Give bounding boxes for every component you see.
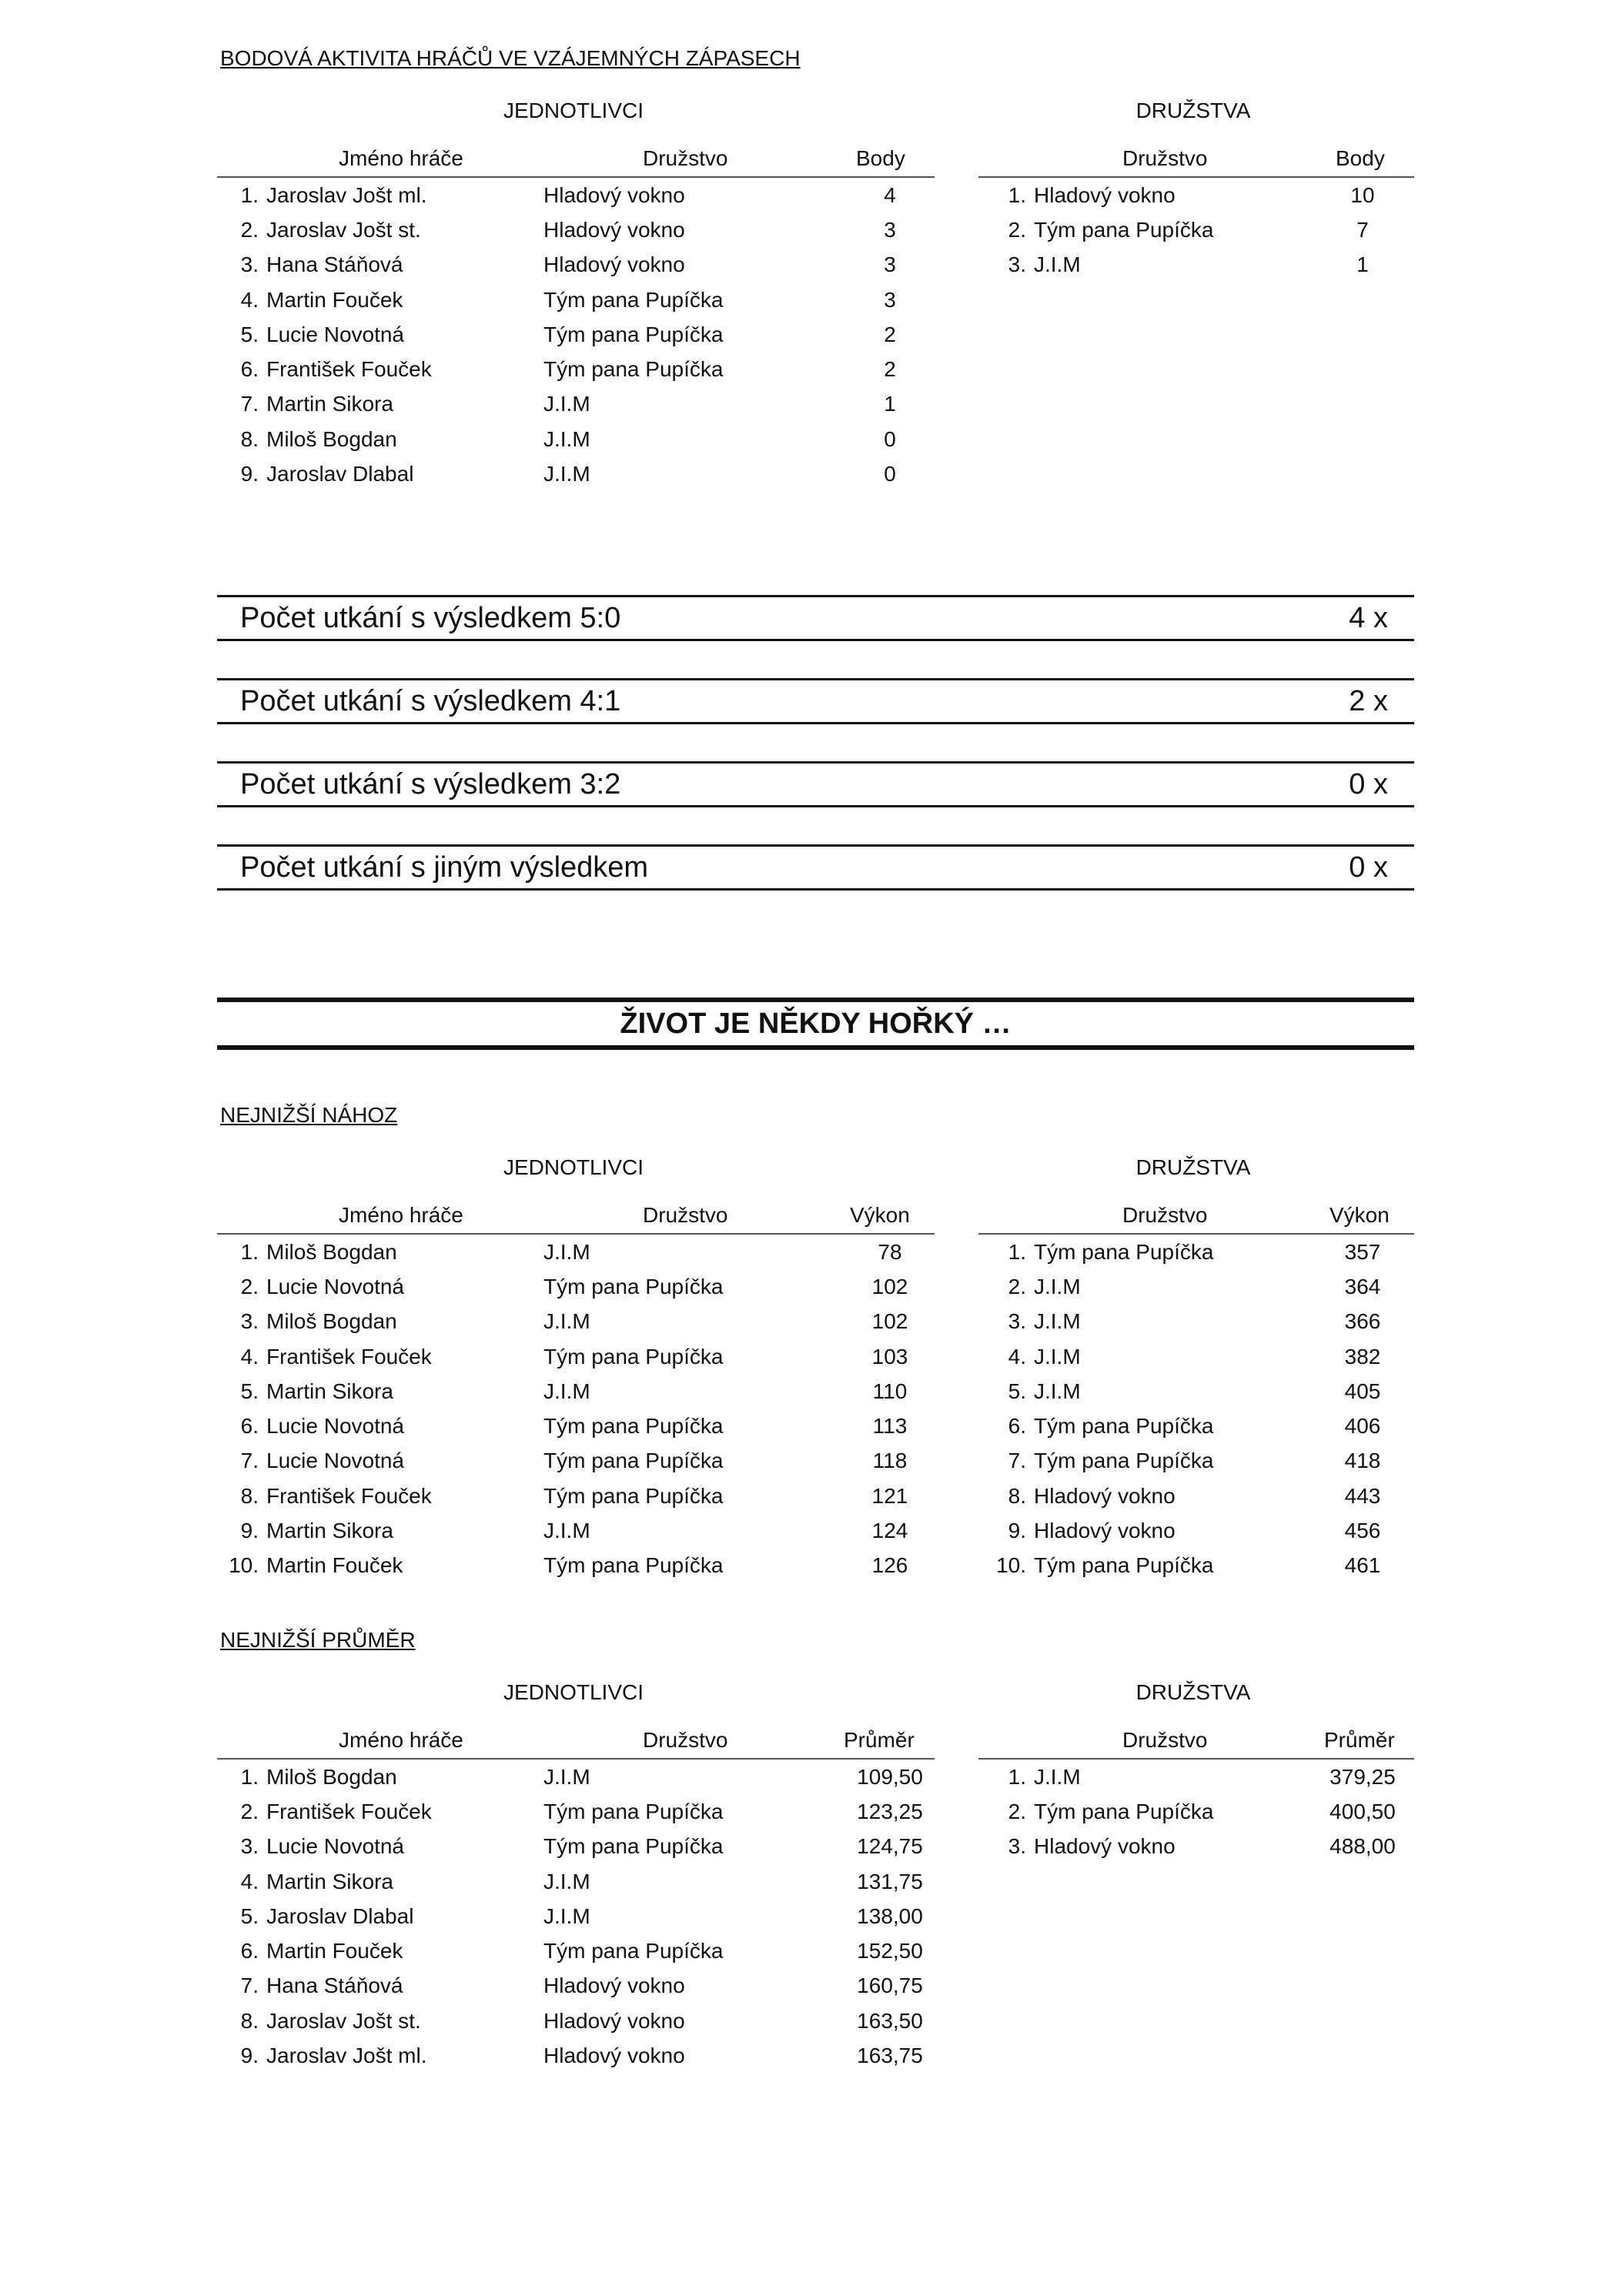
team-cell: J.I.M — [543, 1869, 590, 1893]
rank-cell: 7. — [1008, 1449, 1026, 1473]
table-row — [217, 1969, 936, 2004]
section-title: NEJNIŽŠÍ NÁHOZ — [220, 1103, 398, 1127]
table-row — [217, 352, 936, 386]
rank-cell: 2. — [1008, 1799, 1026, 1823]
col-header-name: Jméno hráče — [339, 1728, 463, 1752]
table-row — [217, 1760, 936, 1794]
player-name-cell: Martin Sikora — [266, 1379, 393, 1403]
result-row — [217, 678, 1414, 724]
individuals-label: JEDNOTLIVCI — [503, 1155, 644, 1179]
value-cell: 123,25 — [857, 1799, 923, 1823]
result-label: Počet utkání s výsledkem 3:2 — [240, 767, 621, 800]
table-row — [978, 248, 1405, 282]
team-cell: Tým pana Pupíčka — [543, 1414, 724, 1439]
rank-cell: 1. — [240, 1764, 259, 1789]
value-cell: 2 — [884, 322, 896, 346]
rank-cell: 2. — [1008, 217, 1026, 242]
rank-cell: 2. — [1008, 1274, 1026, 1298]
individuals-table — [217, 178, 936, 492]
value-cell: 366 — [1344, 1309, 1381, 1334]
rank-cell: 8. — [240, 426, 259, 451]
team-cell: Tým pana Pupíčka — [543, 1274, 724, 1298]
col-header-value: Výkon — [850, 1203, 910, 1227]
team-cell: J.I.M — [1034, 1274, 1081, 1298]
player-name-cell: Jaroslav Jošt st. — [266, 217, 421, 242]
col-header-team: Družstvo — [643, 1728, 728, 1752]
team-cell: Tým pana Pupíčka — [543, 1834, 724, 1859]
value-cell: 4 — [884, 182, 896, 207]
individuals-table — [217, 1760, 936, 2074]
table-row — [217, 1305, 936, 1339]
player-name-cell: Martin Fouček — [266, 287, 403, 312]
rank-cell: 10. — [996, 1553, 1026, 1578]
col-header-name: Jméno hráče — [339, 146, 463, 170]
result-label: Počet utkání s výsledkem 4:1 — [240, 684, 621, 717]
team-cell: J.I.M — [543, 1239, 590, 1264]
team-cell: J.I.M — [1034, 1344, 1081, 1369]
team-cell: Tým pana Pupíčka — [543, 1799, 724, 1823]
value-cell: 1 — [884, 392, 896, 416]
rank-cell: 4. — [240, 1869, 259, 1893]
rank-cell: 9. — [240, 2044, 259, 2068]
table-row — [217, 317, 936, 352]
value-cell: 102 — [871, 1309, 908, 1334]
rank-cell: 3. — [240, 252, 259, 277]
table-row — [217, 1864, 936, 1899]
value-cell: 2 — [884, 357, 896, 382]
team-col-header-team: Družstvo — [1122, 146, 1208, 170]
teams-table — [978, 178, 1405, 282]
table-row — [217, 1235, 936, 1269]
table-row — [978, 1444, 1405, 1479]
value-cell: 124,75 — [857, 1834, 923, 1859]
col-header-team: Družstvo — [643, 146, 728, 170]
player-name-cell: Miloš Bogdan — [266, 426, 397, 451]
rank-cell: 3. — [1008, 1834, 1026, 1859]
teams-label: DRUŽSTVA — [1135, 1155, 1251, 1179]
value-cell: 103 — [871, 1344, 908, 1369]
player-name-cell: František Fouček — [266, 1799, 432, 1823]
team-cell: Tým pana Pupíčka — [1034, 217, 1214, 242]
team-col-header-value: Výkon — [1329, 1203, 1390, 1227]
team-cell: J.I.M — [1034, 1309, 1081, 1334]
value-cell: 1 — [1356, 252, 1369, 277]
team-cell: Tým pana Pupíčka — [1034, 1449, 1214, 1473]
value-cell: 152,50 — [857, 1939, 923, 1963]
table-row — [978, 178, 1405, 212]
value-cell: 456 — [1344, 1519, 1381, 1543]
value-cell: 379,25 — [1329, 1764, 1396, 1789]
rank-cell: 5. — [1008, 1379, 1026, 1403]
table-row — [978, 1794, 1405, 1829]
result-count: 4 x — [1349, 601, 1388, 634]
player-name-cell: Jaroslav Jošt ml. — [266, 182, 427, 207]
table-row — [978, 1269, 1405, 1304]
table-row — [217, 1339, 936, 1374]
table-row — [978, 1409, 1405, 1443]
value-cell: 364 — [1344, 1274, 1381, 1298]
team-cell: Tým pana Pupíčka — [543, 1344, 724, 1369]
player-name-cell: Lucie Novotná — [266, 1449, 405, 1473]
table-row — [217, 1794, 936, 1829]
value-cell: 163,50 — [857, 2008, 923, 2033]
rank-cell: 4. — [240, 1344, 259, 1369]
team-cell: J.I.M — [543, 462, 590, 486]
rank-cell: 5. — [240, 1379, 259, 1403]
table-row — [978, 1830, 1405, 1864]
value-cell: 3 — [884, 217, 896, 242]
value-cell: 382 — [1344, 1344, 1381, 1369]
rank-cell: 3. — [240, 1309, 259, 1334]
rank-cell: 8. — [240, 2008, 259, 2033]
table-row — [217, 1549, 936, 1583]
table-row — [217, 2004, 936, 2038]
individuals-label: JEDNOTLIVCI — [503, 99, 644, 122]
table-row — [978, 1305, 1405, 1339]
team-cell: Hladový vokno — [543, 1973, 685, 1998]
table-row — [217, 422, 936, 456]
rank-cell: 3. — [1008, 1309, 1026, 1334]
rank-cell: 1. — [240, 1239, 259, 1264]
player-name-cell: Jaroslav Dlabal — [266, 462, 414, 486]
team-cell: Tým pana Pupíčka — [543, 322, 724, 346]
value-cell: 488,00 — [1329, 1834, 1396, 1859]
value-cell: 102 — [871, 1274, 908, 1298]
team-cell: J.I.M — [543, 1309, 590, 1334]
table-row — [978, 1760, 1405, 1794]
player-name-cell: Martin Sikora — [266, 1869, 393, 1893]
rank-cell: 2. — [240, 1799, 259, 1823]
team-cell: Tým pana Pupíčka — [543, 1939, 724, 1963]
rank-cell: 9. — [240, 462, 259, 486]
value-cell: 461 — [1344, 1553, 1381, 1578]
player-name-cell: Lucie Novotná — [266, 1414, 405, 1439]
value-cell: 163,75 — [857, 2044, 923, 2068]
value-cell: 405 — [1344, 1379, 1381, 1403]
team-cell: J.I.M — [543, 1519, 590, 1543]
value-cell: 78 — [878, 1239, 902, 1264]
value-cell: 124 — [871, 1519, 908, 1543]
result-row — [217, 844, 1414, 891]
team-cell: Hladový vokno — [1034, 1834, 1176, 1859]
player-name-cell: Miloš Bogdan — [266, 1239, 397, 1264]
team-cell: Hladový vokno — [1034, 182, 1176, 207]
rank-cell: 7. — [240, 1449, 259, 1473]
player-name-cell: Martin Sikora — [266, 1519, 393, 1543]
individuals-label: JEDNOTLIVCI — [503, 1680, 644, 1704]
rank-cell: 7. — [240, 392, 259, 416]
team-col-header-team: Družstvo — [1122, 1728, 1208, 1752]
player-name-cell: Hana Stáňová — [266, 1973, 403, 1998]
table-row — [978, 1235, 1405, 1269]
value-cell: 10 — [1350, 182, 1375, 207]
table-row — [217, 248, 936, 282]
table-row — [217, 2038, 936, 2073]
table-row — [217, 1269, 936, 1304]
banner-text: ŽIVOT JE NĚKDY HOŘKÝ … — [620, 1007, 1012, 1040]
team-cell: Hladový vokno — [543, 2044, 685, 2068]
rank-cell: 5. — [240, 1903, 259, 1928]
table-row — [217, 1830, 936, 1864]
result-count: 0 x — [1349, 767, 1388, 800]
player-name-cell: Lucie Novotná — [266, 1274, 405, 1298]
team-cell: Tým pana Pupíčka — [543, 1553, 724, 1578]
col-header-name: Jméno hráče — [339, 1203, 463, 1227]
team-cell: Tým pana Pupíčka — [543, 1449, 724, 1473]
rank-cell: 6. — [240, 1414, 259, 1439]
team-cell: J.I.M — [1034, 1764, 1081, 1789]
value-cell: 418 — [1344, 1449, 1381, 1473]
team-cell: Tým pana Pupíčka — [1034, 1553, 1214, 1578]
individuals-table — [217, 1235, 936, 1583]
team-cell: Hladový vokno — [543, 2008, 685, 2033]
table-row — [217, 1513, 936, 1548]
player-name-cell: Lucie Novotná — [266, 1834, 405, 1859]
value-cell: 110 — [872, 1379, 908, 1403]
team-cell: J.I.M — [543, 1764, 590, 1789]
player-name-cell: Miloš Bogdan — [266, 1309, 397, 1334]
team-cell: J.I.M — [543, 1379, 590, 1403]
table-row — [217, 282, 936, 317]
team-cell: J.I.M — [543, 392, 590, 416]
rank-cell: 1. — [1008, 1239, 1026, 1264]
team-cell: Hladový vokno — [543, 217, 685, 242]
player-name-cell: Martin Sikora — [266, 392, 393, 416]
team-col-header-value: Průměr — [1324, 1728, 1395, 1752]
table-row — [217, 1933, 936, 1968]
rank-cell: 3. — [240, 1834, 259, 1859]
table-row — [978, 1339, 1405, 1374]
result-row — [217, 595, 1414, 641]
teams-table — [978, 1235, 1405, 1583]
table-row — [217, 1409, 936, 1443]
teams-label: DRUŽSTVA — [1135, 99, 1251, 122]
player-name-cell: František Fouček — [266, 1483, 432, 1508]
team-col-header-value: Body — [1336, 146, 1385, 170]
rank-cell: 4. — [240, 287, 259, 312]
player-name-cell: Jaroslav Jošt st. — [266, 2008, 421, 2033]
value-cell: 131,75 — [857, 1869, 923, 1893]
rank-cell: 2. — [240, 217, 259, 242]
table-row — [217, 178, 936, 212]
rank-cell: 10. — [229, 1553, 259, 1578]
rank-cell: 1. — [240, 182, 259, 207]
value-cell: 109,50 — [857, 1764, 923, 1789]
value-cell: 443 — [1344, 1483, 1381, 1508]
rank-cell: 6. — [240, 1939, 259, 1963]
table-row — [978, 212, 1405, 247]
player-name-cell: Hana Stáňová — [266, 252, 403, 277]
table-row — [217, 456, 936, 491]
rank-cell: 5. — [240, 322, 259, 346]
value-cell: 0 — [884, 426, 896, 451]
player-name-cell: František Fouček — [266, 1344, 432, 1369]
table-row — [217, 387, 936, 422]
result-count: 2 x — [1349, 684, 1388, 717]
table-row — [217, 1479, 936, 1513]
value-cell: 126 — [871, 1553, 908, 1578]
value-cell: 406 — [1344, 1414, 1381, 1439]
player-name-cell: Martin Fouček — [266, 1939, 403, 1963]
team-cell: J.I.M — [543, 1903, 590, 1928]
rank-cell: 7. — [240, 1973, 259, 1998]
rank-cell: 1. — [1008, 1764, 1026, 1789]
section-banner — [217, 998, 1414, 1050]
value-cell: 3 — [884, 252, 896, 277]
rank-cell: 8. — [1008, 1483, 1026, 1508]
section-title: BODOVÁ AKTIVITA HRÁČŮ VE VZÁJEMNÝCH ZÁPASECH — [220, 46, 801, 70]
team-cell: J.I.M — [1034, 1379, 1081, 1403]
value-cell: 357 — [1344, 1239, 1381, 1264]
table-row — [978, 1374, 1405, 1409]
team-cell: J.I.M — [543, 426, 590, 451]
team-cell: Tým pana Pupíčka — [543, 1483, 724, 1508]
team-cell: Hladový vokno — [1034, 1519, 1176, 1543]
value-cell: 7 — [1356, 217, 1369, 242]
col-header-value: Body — [856, 146, 905, 170]
player-name-cell: Miloš Bogdan — [266, 1764, 397, 1789]
teams-label: DRUŽSTVA — [1135, 1680, 1251, 1704]
table-row — [217, 212, 936, 247]
team-cell: Tým pana Pupíčka — [1034, 1799, 1214, 1823]
table-row — [978, 1549, 1405, 1583]
table-row — [978, 1513, 1405, 1548]
player-name-cell: Jaroslav Jošt ml. — [266, 2044, 427, 2068]
result-row — [217, 761, 1414, 807]
value-cell: 121 — [871, 1483, 908, 1508]
rank-cell: 3. — [1008, 252, 1026, 277]
result-label: Počet utkání s jiným výsledkem — [240, 851, 649, 884]
team-col-header-team: Družstvo — [1122, 1203, 1208, 1227]
value-cell: 400,50 — [1329, 1799, 1396, 1823]
table-row — [217, 1899, 936, 1933]
team-cell: Tým pana Pupíčka — [543, 287, 724, 312]
table-row — [217, 1374, 936, 1409]
player-name-cell: Jaroslav Dlabal — [266, 1903, 414, 1928]
rank-cell: 2. — [240, 1274, 259, 1298]
player-name-cell: Lucie Novotná — [266, 322, 405, 346]
team-cell: Tým pana Pupíčka — [1034, 1239, 1214, 1264]
rank-cell: 9. — [240, 1519, 259, 1543]
player-name-cell: František Fouček — [266, 357, 432, 382]
rank-cell: 4. — [1008, 1344, 1026, 1369]
table-row — [217, 1444, 936, 1479]
table-row — [978, 1479, 1405, 1513]
rank-cell: 6. — [240, 357, 259, 382]
team-cell: Hladový vokno — [543, 182, 685, 207]
col-header-team: Družstvo — [643, 1203, 728, 1227]
value-cell: 113 — [872, 1414, 908, 1439]
col-header-value: Průměr — [844, 1728, 915, 1752]
section-title: NEJNIŽŠÍ PRŮMĚR — [220, 1628, 416, 1652]
team-cell: Hladový vokno — [543, 252, 685, 277]
result-label: Počet utkání s výsledkem 5:0 — [240, 601, 621, 634]
team-cell: Tým pana Pupíčka — [1034, 1414, 1214, 1439]
rank-cell: 1. — [1008, 182, 1026, 207]
rank-cell: 9. — [1008, 1519, 1026, 1543]
value-cell: 160,75 — [857, 1973, 923, 1998]
rank-cell: 8. — [240, 1483, 259, 1508]
value-cell: 0 — [884, 462, 896, 486]
value-cell: 138,00 — [857, 1903, 923, 1928]
value-cell: 3 — [884, 287, 896, 312]
team-cell: Tým pana Pupíčka — [543, 357, 724, 382]
value-cell: 118 — [872, 1449, 908, 1473]
player-name-cell: Martin Fouček — [266, 1553, 403, 1578]
team-cell: Hladový vokno — [1034, 1483, 1176, 1508]
rank-cell: 6. — [1008, 1414, 1026, 1439]
teams-table — [978, 1760, 1405, 1864]
result-count: 0 x — [1349, 851, 1388, 884]
team-cell: J.I.M — [1034, 252, 1081, 277]
